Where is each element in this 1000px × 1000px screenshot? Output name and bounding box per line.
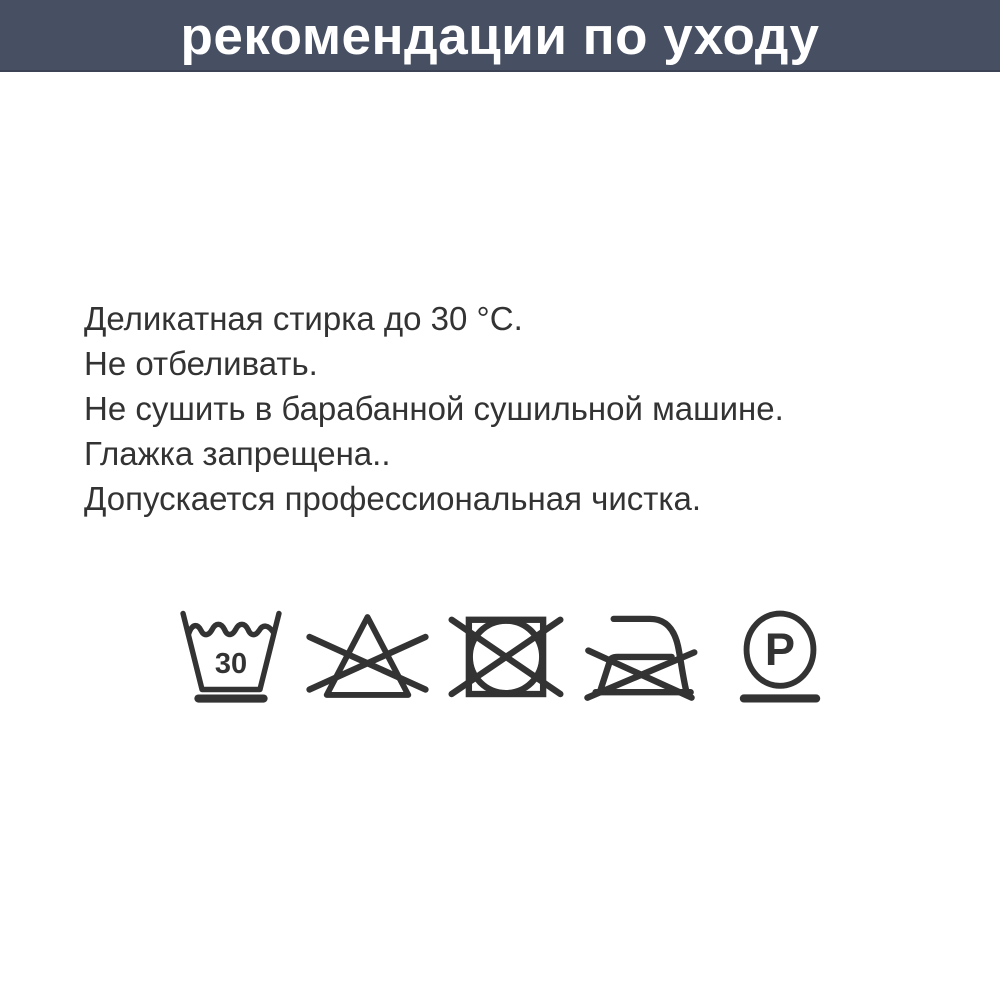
- professional-cleaning-icon: [733, 608, 827, 704]
- do-not-bleach-icon: [304, 608, 431, 704]
- care-line-bleach: Не отбеливать.: [84, 345, 318, 382]
- care-line-wash: Деликатная стирка до 30 °C.: [84, 300, 523, 337]
- care-line-dry-clean: Допускается профессиональная чистка.: [84, 480, 702, 517]
- care-line-tumble-dry: Не сушить в барабанной сушильной машине.: [84, 390, 784, 427]
- do-not-iron-icon: [581, 608, 717, 704]
- wash-temp-label: 30: [214, 648, 247, 681]
- do-not-tumble-dry-icon: [447, 608, 565, 704]
- care-line-iron: Глажка запрещена..: [84, 435, 391, 472]
- care-symbols-row: [0, 608, 1000, 704]
- page-title: рекомендации по уходу: [180, 6, 820, 66]
- wash-30-icon: [174, 608, 288, 704]
- professional-clean-letter: P: [764, 624, 795, 676]
- header-bar: [0, 0, 1000, 72]
- care-instructions: [84, 296, 960, 521]
